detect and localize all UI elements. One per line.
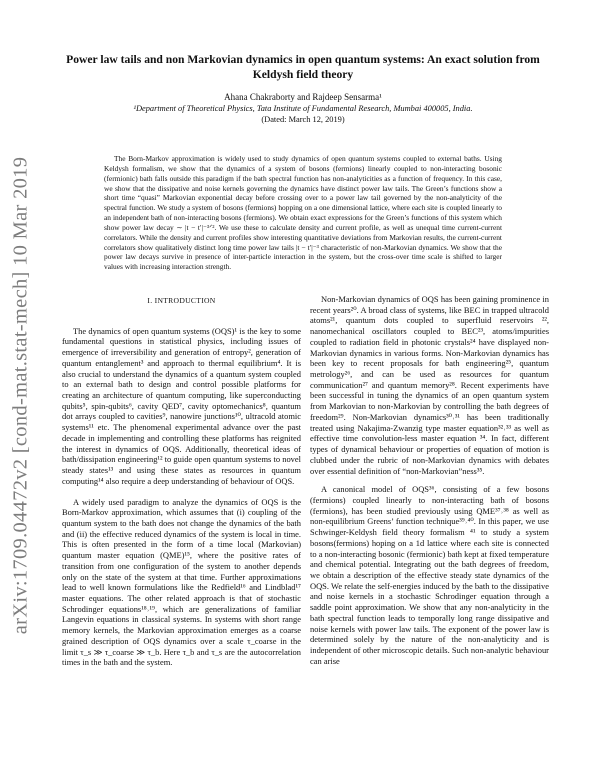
paragraph-1: The dynamics of open quantum systems (OQS)¹ is the key to some fundamental questions in statistical physics, including issues of emergence of irreversibility and generation of entropy², generation of quantum entanglement³ and approach to thermal equilibrium⁴. It is also crucial to understand the dynamics of a quantum system coupled to an external bath to design and control possible platforms for creating an architecture of quantum computing, like superconducting qubits⁵, spin-qubits⁶, cavity QED⁷, cavity optomechanics⁸, quantum dot arrays coupled to cavities⁹, nanowire junctions¹⁰, ultracold atomic systems¹¹ etc. The phenomenal experimental advance over the past decade in implementing and controlling these platforms has reignited the interest in dynamics of OQS. Additionally, theoretical ideas of bath/dissipation engineering¹² to guide open quantum systems to novel steady states¹³ and using these states as resources in quantum computing¹⁴ also require a deep understanding of behaviour of OQS. [62, 325, 301, 486]
title-line-2: Keldysh field theory [252, 68, 354, 81]
paper-header [60, 52, 546, 125]
paragraph-3: Non-Markovian dynamics of OQS has been gaining prominence in recent years²⁰. A broad class of systems, like BEC in trapped ultracold atoms²¹, quantum dots coupled to superfluid reservoirs ²², nanomechanical oscillators coupled to BEC²³, atoms/impurities coupled to radiation field in photonic crystals²⁴ have displayed non-Markovian dynamics in various forms. Non-Markovian dynamics has been key to recent proposals for bath engineering²⁵, quantum metrology²⁶, and can be used as resources for quantum communication²⁷ and quantum memory²⁸. Recent experiments have been successful in tuning the dynamics of an open quantum system from Markovian to non-Markovian by controlling the bath degrees of freedom²⁹. Non-Markovian dynamics³⁰˒³¹ has been traditionally treated using Nakajima-Zwanzig type master equation³²˒³³ as well as effective time convolution-less master equation ³⁴. In fact, different types of dynamical behaviour or properties of equation of motion is clubbed under the rubric of non-Markovian dynamics with debates over essential definition of “non-Markovian”ness³⁵. [310, 294, 549, 476]
authors: Ahana Chakraborty and Rajdeep Sensarma¹ [224, 92, 382, 102]
abstract: The Born-Markov approximation is widely used to study dynamics of open quantum systems coupled to external baths. Using Keldysh formalism, we show that the dynamics of a system of bosons (fermions) linearly coupled to non-interacting bosonic (fermionic) bath falls outside this paradigm if the bath spectral function has non-analyticities as a function of frequency. In this case, we show that the dissipative and noise kernels governing the dynamics have distinct power law tails. The Green’s functions show a short time “quasi” Markovian exponential decay before crossing over to a power law tail governed by the non-analyticity of the spectral function. We study a system of bosons (fermions) hopping on a one dimensional lattice, where each site is coupled linearly to an independent bath of non-interacting bosons (fermions). We obtain exact expressions for the Green’s functions of this system which show power law decay ∼ |t − t′|⁻³ᐟ². We use these to calculate density and current profile, as well as unequal time current-current correlators. While the density and current profiles show interesting quantitative deviations from Markovian results, the current-current correlators show qualitatively distinct long time power law tails |t − t′|⁻³ characteristic of non-Markovian dynamics. We show that the power law decays survive in presence of inter-particle interaction in the system, but the cross-over time scale is shifted to larger values with increasing interaction strength. [104, 154, 502, 272]
right-column [310, 294, 549, 666]
arxiv-stamp [7, 156, 35, 634]
title-line-1: Power law tails and non Markovian dynamics in open quantum systems: An exact solution from [66, 53, 540, 66]
left-column [62, 294, 301, 668]
paragraph-4: A canonical model of OQS³⁶, consisting of a few bosons (fermions) coupled linearly to non-interacting bath of bosons (fermions), has been studied previously using QME³⁷˒³⁸ as well as non-equilibrium Greens’ function technique³⁹˒⁴⁰. In this paper, we use Schwinger-Keldysh field theory formalism ⁴¹ to study a system bosons(fermions) hoping on a 1d lattice where each site is connected to a non-interacting bosonic (fermionic) bath kept at fixed temperature and chemical potential. Integrating out the bath degrees of freedom, we obtain a description of the effective steady state dynamics of the OQS. We relate the self-energies induced by the bath to the dissipative and noise kernels in a stochastic Schrodinger equation through a saddle point approximation. We show that any non-analyticity in the bath spectral function leads to temporally long range dissipative and noise kernels with power law tails. The exponent of the power law is determined solely by the nature of the non-analyticity and is independent of other microscopic details. Such non-analytic behaviour can arise [310, 484, 549, 666]
arxiv-identifier: arXiv:1709.04472v2 [cond-mat.stat-mech] 10 Mar 2019 [9, 156, 32, 634]
affiliation: ¹Department of Theoretical Physics, Tata Institute of Fundamental Research, Mumbai 400005, India. [133, 104, 473, 113]
section-heading-introduction: I. INTRODUCTION [147, 296, 216, 305]
paragraph-2: A widely used paradigm to analyze the dynamics of OQS is the Born-Markov approximation, which assumes that (i) coupling of the quantum system to the bath does not change the dynamics of the bath and (ii) the effective reduced dynamics of the system is local in time. This is often presented in the form of a time local (Markovian) quantum master equation (QME)¹⁵, where the positive rates of transition from one configuration of the system to another depends only on the state of the system at that time. Further approximations lead to well known formulations like the Redfield¹⁶ and Lindblad¹⁷ master equations. The other related approach is that of stochastic Schrodinger equations¹⁸˒¹⁹, which are generalizations of familiar Langevin equations in classical systems. In systems with short range memory kernels, the Markovian approximation emerges as a coarse grained description of OQS dynamics over a scale τ_coarse in the limit τ_s ≫ τ_coarse ≫ τ_b. Here τ_b and τ_s are the autocorrelation times in the bath and the system. [62, 496, 301, 668]
paper-title [60, 52, 546, 82]
date-line: (Dated: March 12, 2019) [261, 115, 345, 124]
